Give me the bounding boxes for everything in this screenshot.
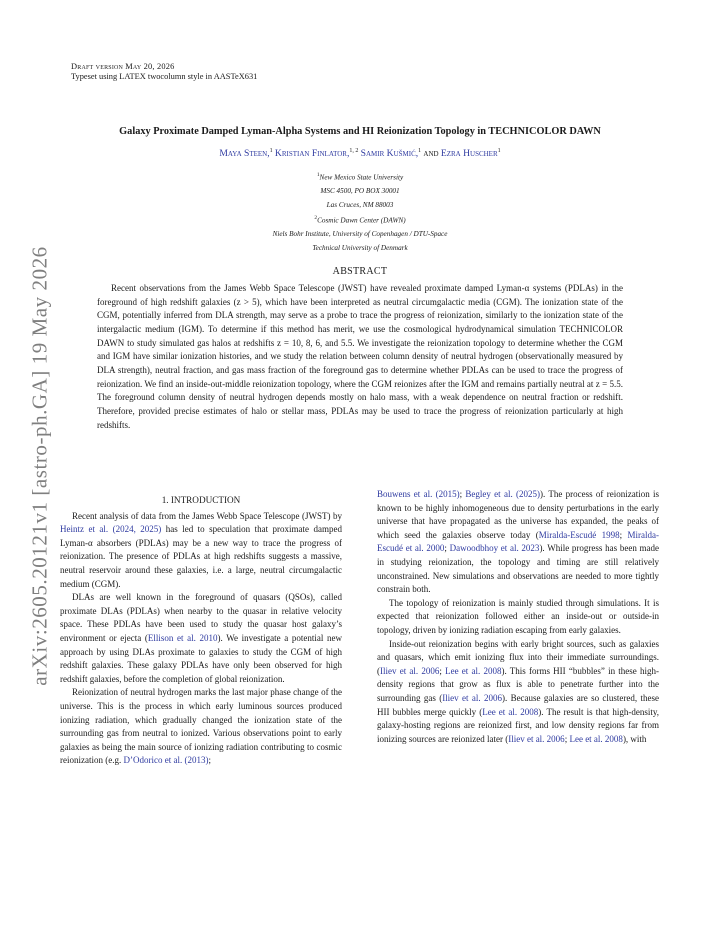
author-list <box>40 148 680 159</box>
intro-paragraph-4: Bouwens et al. (2015); Begley et al. (2025)). The process of reionization is known to be highly inhomogeneous due to density perturbations in the early universe that have propagated as the universe has expanded, the peaks of which seed the galaxies observe today (Miralda-Escudé 1998; Miralda-Escudé et al. 2000; Dawoodbhoy et al. 2023). While progress has been made in studying reionization, the topology and timing are still relatively unconstrained. New simulations and observations are needed to more tightly constrain both. <box>377 489 660 595</box>
affil-1-city: Las Cruces, NM 88003 <box>326 200 394 209</box>
citation-link[interactable]: Heintz et al. (2024, 2025) <box>60 524 162 535</box>
citation-link[interactable]: Ellison et al. 2010 <box>147 632 218 643</box>
affil-2-marker: 2 <box>314 215 318 222</box>
author-and: and <box>423 148 439 159</box>
abstract-heading: ABSTRACT <box>332 266 388 277</box>
affil-2: Cosmic Dawn Center (DAWN) <box>317 216 406 225</box>
typeset-line: Typeset using LATEX twocolumn style in AASTeX631 <box>71 71 258 81</box>
citation-link[interactable]: Iliev et al. 2006 <box>380 665 440 676</box>
right-column <box>377 488 659 746</box>
draft-date: May 20, 2026 <box>125 62 175 71</box>
citation-link[interactable]: Miralda-Escudé et al. 2000 <box>377 529 659 554</box>
author-4[interactable]: Ezra Huscher <box>440 148 498 159</box>
section-heading: 1. INTRODUCTION <box>161 495 241 505</box>
intro-paragraph-5: The topology of reionization is mainly studied through simulations. It is expected that reionization followed either an inside-out or outside-in topology, driven by ionizing radiation escaping from early galaxies. <box>377 597 659 635</box>
affil-1-marker: 1 <box>316 172 320 178</box>
citation-link[interactable]: Iliev et al. 2006 <box>442 692 502 703</box>
citation-link[interactable]: Miralda-Escudé 1998 <box>538 529 620 540</box>
intro-paragraph-1: Recent analysis of data from the James Webb Space Telescope (JWST) by Heintz et al. (2024, 2025) has led to speculation that proximate damped Lyman-α absorbers (PDLAs) may be a new way to trace the progress of reionization. The presence of PDLAs at high redshifts suggests a massive, neutral reservoir around these galaxies, i.e. a large, neutral circumgalactic medium (CGM). <box>60 510 342 589</box>
author-1[interactable]: Maya Steen, <box>219 148 270 159</box>
paper-title: Galaxy Proximate Damped Lyman-Alpha Systems and HI Reionization Topology in TECHNICOLOR DAWN <box>119 126 601 137</box>
affil-1: New Mexico State University <box>319 173 404 182</box>
arxiv-id: arXiv:2605.20121v1 [astro-ph.GA] 19 May 2026 <box>27 246 52 686</box>
author-2-affil: 1, 2 <box>349 148 359 154</box>
intro-paragraph-3: Reionization of neutral hydrogen marks the last major phase change of the universe. This is the process in which early luminous sources produced ionizing radiation, which gradually changed the ionization state of the surrounding gas from neutral to ionized. Various observations point to early galaxies as being the main source of ionizing radiation contributing to cosmic reionization (e.g. D’Odorico et al. (2013); <box>60 687 342 766</box>
citation-link[interactable]: Bouwens et al. (2015) <box>377 489 460 499</box>
author-3[interactable]: Samir Kušmić, <box>360 148 419 159</box>
author-1-affil: 1 <box>269 148 273 154</box>
affil-1-address: MSC 4500, PO BOX 30001 <box>320 186 400 195</box>
citation-link[interactable]: Begley et al. (2025) <box>465 489 540 499</box>
author-4-affil: 1 <box>497 148 501 154</box>
author-3-affil: 1 <box>418 148 422 154</box>
draft-prefix: Draft version <box>71 62 124 71</box>
citation-link[interactable]: Iliev et al. 2006 <box>508 733 565 744</box>
citation-link[interactable]: Lee et al. 2008 <box>445 665 502 676</box>
citation-link[interactable]: D’Odorico et al. (2013) <box>123 755 209 766</box>
draft-header <box>71 62 257 81</box>
abstract-text: Recent observations from the James Webb Space Telescope (JWST) have revealed proximate damped Lyman-α systems (PDLAs) in the foreground of high redshift galaxies (z > 5), which have been interpreted as neutral circumgalactic media (CGM). The ionization state of the CGM, potentially inferred from DLA strength, may serve as a probe to trace the progress of reionization, similarly to the ionization state of the intergalactic medium (IGM). To determine if this method has merit, we use the cosmological hydrodynamical simulation TECHNICOLOR DAWN to study simulated gas halos at redshifts z = 10, 8, 6, and 5.5. We investigate the reionization topology to determine whether the CGM and IGM have similar ionization histories, and we study the relation between column density of neutral hydrogen (observationally measured by DLA strength), neutral fraction, and gas mass fraction of the foreground gas to determine whether PDLAs can be used to trace the progress of reionization. We find an inside-out-middle reionization topology, where the CGM reionizes after the IGM and remains partially neutral at z = 5.5. The foreground column density of neutral hydrogen depends mostly on halo mass, with a weak dependence on neutral fraction or redshift. Therefore, provided precise estimates of halo or stellar mass, PDLAs may be used to trace the progress of reionization particularly at high redshifts. <box>97 283 623 430</box>
citation-link[interactable]: Lee et al. 2008 <box>569 733 623 744</box>
affiliations <box>40 169 680 255</box>
intro-paragraph-2: DLAs are well known in the foreground of quasars (QSOs), called proximate DLAs (PDLAs) when nearby to the quasar in relative velocity space. These PDLAs have been used to study the quasar host galaxy’s environment or ejecta (Ellison et al. 2010). We investigate a potential new approach by using DLAs proximate to galaxies to study the CGM of high redshift galaxies. These galaxy PDLAs have only been observed for high redshift galaxies, before the completion of global reionization. <box>60 592 342 684</box>
affil-2-institute: Niels Bohr Institute, University of Copenhagen / DTU-Space <box>272 230 448 239</box>
citation-link[interactable]: Dawoodbhoy et al. 2023 <box>449 543 540 554</box>
author-2[interactable]: Kristian Finlator, <box>274 148 350 159</box>
citation-link[interactable]: Lee et al. 2008 <box>482 706 539 717</box>
left-column <box>60 494 342 768</box>
affil-2-university: Technical University of Denmark <box>312 243 408 252</box>
intro-paragraph-6: Inside-out reionization begins with early bright sources, such as galaxies and quasars, which emit ionizing flux into their immediate surroundings. (Iliev et al. 2006; Lee et al. 2008). This forms HII “bubbles” in these high-density regions that grow as flux is able to penetrate further into the surrounding gas (Iliev et al. 2006). Because galaxies are so clustered, these HII bubbles merge quickly (Lee et al. 2008). The result is that high-density, galaxy-hosting regions are reionized first, and low density regions far from ionizing sources are reionized later (Iliev et al. 2006; Lee et al. 2008), with <box>377 638 660 744</box>
